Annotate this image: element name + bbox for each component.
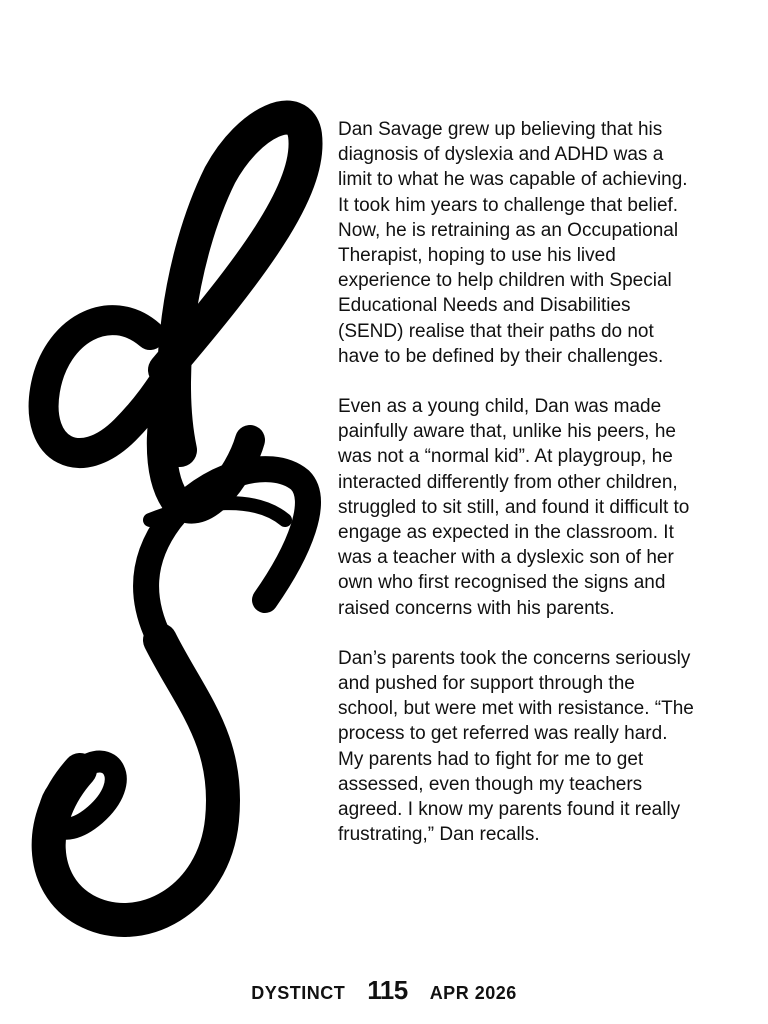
ds-monogram-icon [0, 80, 340, 980]
article-paragraph-3: Dan’s parents took the concerns seriously and pushed for support through the school, but were met with resistance. “The process to get referred was really hard. My parents had to fight for me to get assessed, even though my teachers agreed. I know my parents found it really frustrating,” Dan recalls. [338, 647, 694, 846]
article-body [338, 117, 698, 872]
article-paragraph-2: Even as a young child, Dan was made painfully aware that, unlike his peers, he was not a “normal kid”. At playgroup, he interacted differently from other children, struggled to sit still, and found it difficult to engage as expected in the classroom. It was a teacher with a dyslexic son of her own who first recognised the signs and raised concerns with his parents. [338, 396, 690, 619]
page-footer [0, 975, 768, 1006]
s-body-stroke [49, 640, 223, 920]
article-paragraph-1: Dan Savage grew up believing that his diagnosis of dyslexia and ADHD was a limit to what he was capable of achieving. It took him years to challenge that belief. Now, he is retraining as an Occupational Therapist, hoping to use his lived experience to help children with Special Educational Needs and Disabilities (SEND) realise that their paths do not have to be defined by their challenges. [338, 119, 688, 367]
issue-date: APR 2026 [429, 983, 517, 1003]
magazine-name: DYSTINCT [251, 983, 346, 1003]
page-number: 115 [367, 975, 408, 1005]
d-ascender-stroke [165, 118, 306, 450]
